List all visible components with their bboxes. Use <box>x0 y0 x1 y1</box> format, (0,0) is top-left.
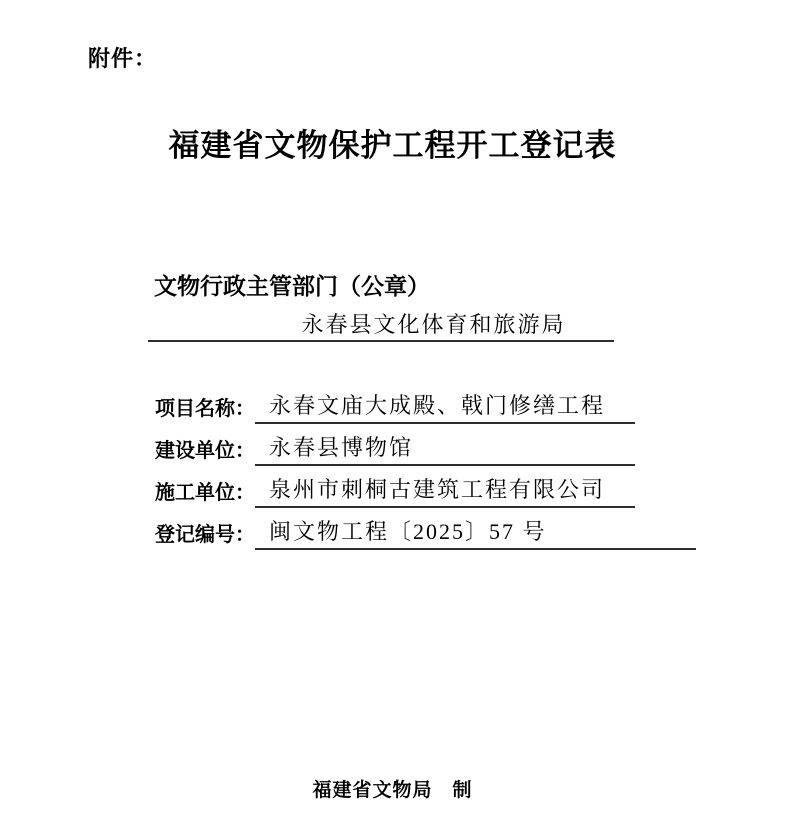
contractor-unit-value: 泉州市刺桐古建筑工程有限公司 <box>255 473 635 508</box>
attachment-label: 附件： <box>88 46 158 71</box>
field-row-contractor-unit <box>155 466 696 508</box>
issuing-authority-footer: 福建省文物局 制 <box>312 780 473 801</box>
construction-unit-value: 永春县博物馆 <box>255 431 635 466</box>
registration-fields <box>155 382 696 550</box>
department-name-underlined-value: 永春县文化体育和旅游局 <box>148 310 614 342</box>
registration-number-label: 登记编号： <box>155 524 255 546</box>
registration-number-value: 闽文物工程〔2025〕57 号 <box>255 515 696 550</box>
document-title: 福建省文物保护工程开工登记表 <box>168 128 617 163</box>
field-row-registration-number <box>155 508 696 550</box>
department-section-label: 文物行政主管部门（公章） <box>154 274 430 299</box>
field-row-project-name <box>155 382 696 424</box>
project-name-value: 永春文庙大成殿、戟门修缮工程 <box>255 389 635 424</box>
field-row-construction-unit <box>155 424 696 466</box>
construction-unit-label: 建设单位： <box>155 440 255 462</box>
project-name-label: 项目名称： <box>155 398 255 420</box>
contractor-unit-label: 施工单位： <box>155 482 255 504</box>
